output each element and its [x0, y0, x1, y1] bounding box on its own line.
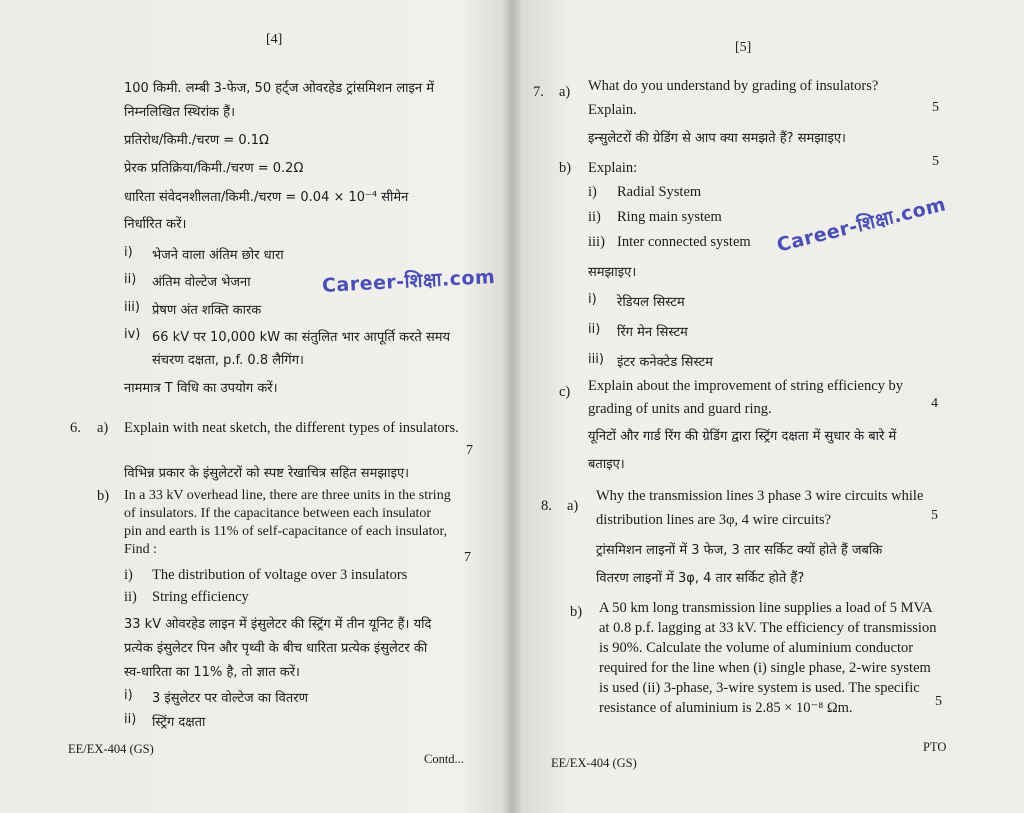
watermark: Career-शिक्षा.com: [321, 265, 496, 297]
q6b-line2: of insulators. If the capacitance between each insulator: [124, 506, 432, 521]
q6b-line1: In a 33 kV overhead line, there are three units in the string: [124, 488, 451, 503]
q5-line2: निम्नलिखित स्थिरांक हैं।: [124, 105, 236, 120]
q7b-item-text: Radial System: [617, 184, 702, 200]
q5-item-text: प्रेषण अंत शक्ति कारक: [152, 303, 262, 318]
q7c-line2: grading of units and guard ring.: [588, 401, 772, 417]
q6b-hindi-line2: प्रत्येक इंसुलेटर पिन और पृथ्वी के बीच धारिता प्रत्येक इंसुलेटर की: [124, 641, 428, 656]
footer-pto: PTO: [923, 740, 947, 754]
q7b-item-text: Inter connected system: [617, 234, 751, 250]
q8a-line2: distribution lines are 3φ, 4 wire circuits?: [596, 512, 832, 528]
q8b-line4: required for the line when (i) single phase, 2-wire system: [599, 660, 931, 676]
q5-item-text: अंतिम वोल्टेज भेजना: [152, 275, 251, 290]
part-label: b): [570, 604, 583, 620]
q6b-line3: pin and earth is 11% of self-capacitance of each insulator,: [124, 524, 448, 539]
q7a-hindi: इन्सुलेटरों की ग्रेडिंग से आप क्या समझते हैं? समझाइए।: [588, 131, 846, 146]
q7b-hindi-item-num: i): [588, 292, 597, 307]
q5-resistance: प्रतिरोध/किमी./चरण = 0.1Ω: [124, 133, 269, 148]
q7b-hindi-item-num: iii): [588, 352, 604, 367]
q5-item-num: iii): [124, 300, 140, 315]
watermark: Career-शिक्षा.com: [774, 193, 949, 257]
q7b-item-num: i): [588, 184, 597, 200]
q7c-hindi-line1: यूनिटों और गार्ड रिंग की ग्रेडिंग द्वारा स्ट्रिंग दक्षता में सुधार के बारे में: [588, 429, 897, 444]
q5-item-num: i): [124, 245, 133, 260]
q7b-item-text: Ring main system: [617, 209, 722, 225]
footer-contd: Contd...: [424, 752, 464, 766]
marks: 7: [466, 443, 473, 458]
q7b-hindi: समझाइए।: [588, 265, 637, 280]
q8b-line1: A 50 km long transmission line supplies a load of 5 MVA: [599, 600, 933, 616]
part-label: b): [559, 160, 572, 176]
q7b-text: Explain:: [588, 160, 638, 176]
marks: 4: [931, 396, 938, 411]
marks: 7: [464, 550, 471, 565]
q7b-hindi-item-text: इंटर कनेक्टेड सिस्टम: [617, 355, 713, 370]
q5-item-text: भेजने वाला अंतिम छोर धारा: [152, 248, 284, 263]
q8b-line5: is used (ii) 3-phase, 3-wire system is used. The specific: [599, 680, 920, 696]
q8a-hindi-line2: वितरण लाइनों में 3φ, 4 तार सर्किट होते हैं?: [596, 571, 805, 586]
q6b-line4: Find :: [124, 542, 158, 557]
q7b-hindi-item-text: रिंग मेन सिस्टम: [617, 325, 688, 340]
question-number: 7.: [533, 84, 544, 100]
q5-reactance: प्रेरक प्रतिक्रिया/किमी./चरण = 0.2Ω: [124, 161, 304, 176]
q5-item-num: ii): [124, 272, 137, 287]
part-label: a): [97, 420, 109, 436]
page-number: [5]: [735, 40, 752, 55]
q6a-hindi: विभिन्न प्रकार के इंसुलेटरों को स्पष्ट रेखाचित्र सहित समझाइए।: [124, 466, 410, 481]
q7b-hindi-item-text: रेडियल सिस्टम: [617, 295, 685, 310]
part-label: a): [559, 84, 571, 100]
q6b-hindi-item-text: स्ट्रिंग दक्षता: [152, 715, 206, 730]
q6b-item-text: String efficiency: [152, 589, 249, 605]
marks: 5: [931, 508, 938, 523]
q7b-hindi-item-num: ii): [588, 322, 601, 337]
q5-item4-cont: संचरण दक्षता, p.f. 0.8 लैगिंग।: [152, 353, 304, 368]
marks: 5: [932, 154, 939, 169]
question-number: 8.: [541, 498, 552, 514]
q5-line1: 100 किमी. लम्बी 3-फेज, 50 हर्ट्ज ओवरहेड ट्रांसमिशन लाइन में: [124, 81, 435, 96]
left-page: [0, 0, 510, 813]
marks: 5: [932, 100, 939, 115]
footer-paper-code: EE/EX-404 (GS): [551, 756, 637, 770]
q5-method: नाममात्र T विधि का उपयोग करें।: [124, 381, 278, 396]
question-number: 6.: [70, 420, 81, 436]
q7c-hindi-line2: बताइए।: [588, 457, 625, 472]
q7a-line2: Explain.: [588, 102, 637, 118]
q6b-hindi-item-num: ii): [124, 712, 137, 727]
q6b-hindi-line1: 33 kV ओवरहेड लाइन में इंसुलेटर की स्ट्रिंग में तीन यूनिट हैं। यदि: [124, 617, 432, 632]
q6b-item-num: ii): [124, 589, 137, 605]
footer-paper-code: EE/EX-404 (GS): [68, 742, 154, 756]
part-label: a): [567, 498, 579, 514]
q6b-item-num: i): [124, 567, 133, 583]
q6b-hindi-item-num: i): [124, 688, 133, 703]
q7b-item-num: ii): [588, 209, 601, 225]
q8b-line2: at 0.8 p.f. lagging at 33 kV. The efficiency of transmission: [599, 620, 937, 636]
q7a-line1: What do you understand by grading of insulators?: [588, 78, 879, 94]
q7c-line1: Explain about the improvement of string efficiency by: [588, 378, 904, 394]
q5-item-num: iv): [124, 327, 141, 342]
q6a-text: Explain with neat sketch, the different types of insulators.: [124, 420, 459, 436]
q8a-hindi-line1: ट्रांसमिशन लाइनों में 3 फेज, 3 तार सर्किट क्यों होते हैं जबकि: [596, 543, 883, 558]
right-page: [515, 0, 1024, 813]
part-label: b): [97, 488, 110, 504]
q6b-hindi-item-text: 3 इंसुलेटर पर वोल्टेज का वितरण: [152, 691, 309, 706]
page-number: [4]: [266, 32, 283, 47]
q8b-line6: resistance of aluminium is 2.85 × 10⁻⁸ Ωm.: [599, 700, 853, 716]
q5-item-text: 66 kV पर 10,000 kW का संतुलित भार आपूर्ति करते समय: [152, 330, 451, 345]
q7b-item-num: iii): [588, 234, 605, 250]
q8a-line1: Why the transmission lines 3 phase 3 wire circuits while: [596, 488, 924, 504]
q6b-hindi-line3: स्व-धारिता का 11% है, तो ज्ञात करें।: [124, 665, 300, 680]
marks: 5: [935, 694, 942, 709]
q5-determine: निर्धारित करें।: [124, 217, 187, 232]
part-label: c): [559, 384, 571, 400]
q6b-item-text: The distribution of voltage over 3 insulators: [152, 567, 408, 583]
q5-susceptance: धारिता संवेदनशीलता/किमी./चरण = 0.04 × 10⁻⁴ सीमेन: [124, 190, 409, 205]
q8b-line3: is 90%. Calculate the volume of aluminium conductor: [599, 640, 914, 656]
